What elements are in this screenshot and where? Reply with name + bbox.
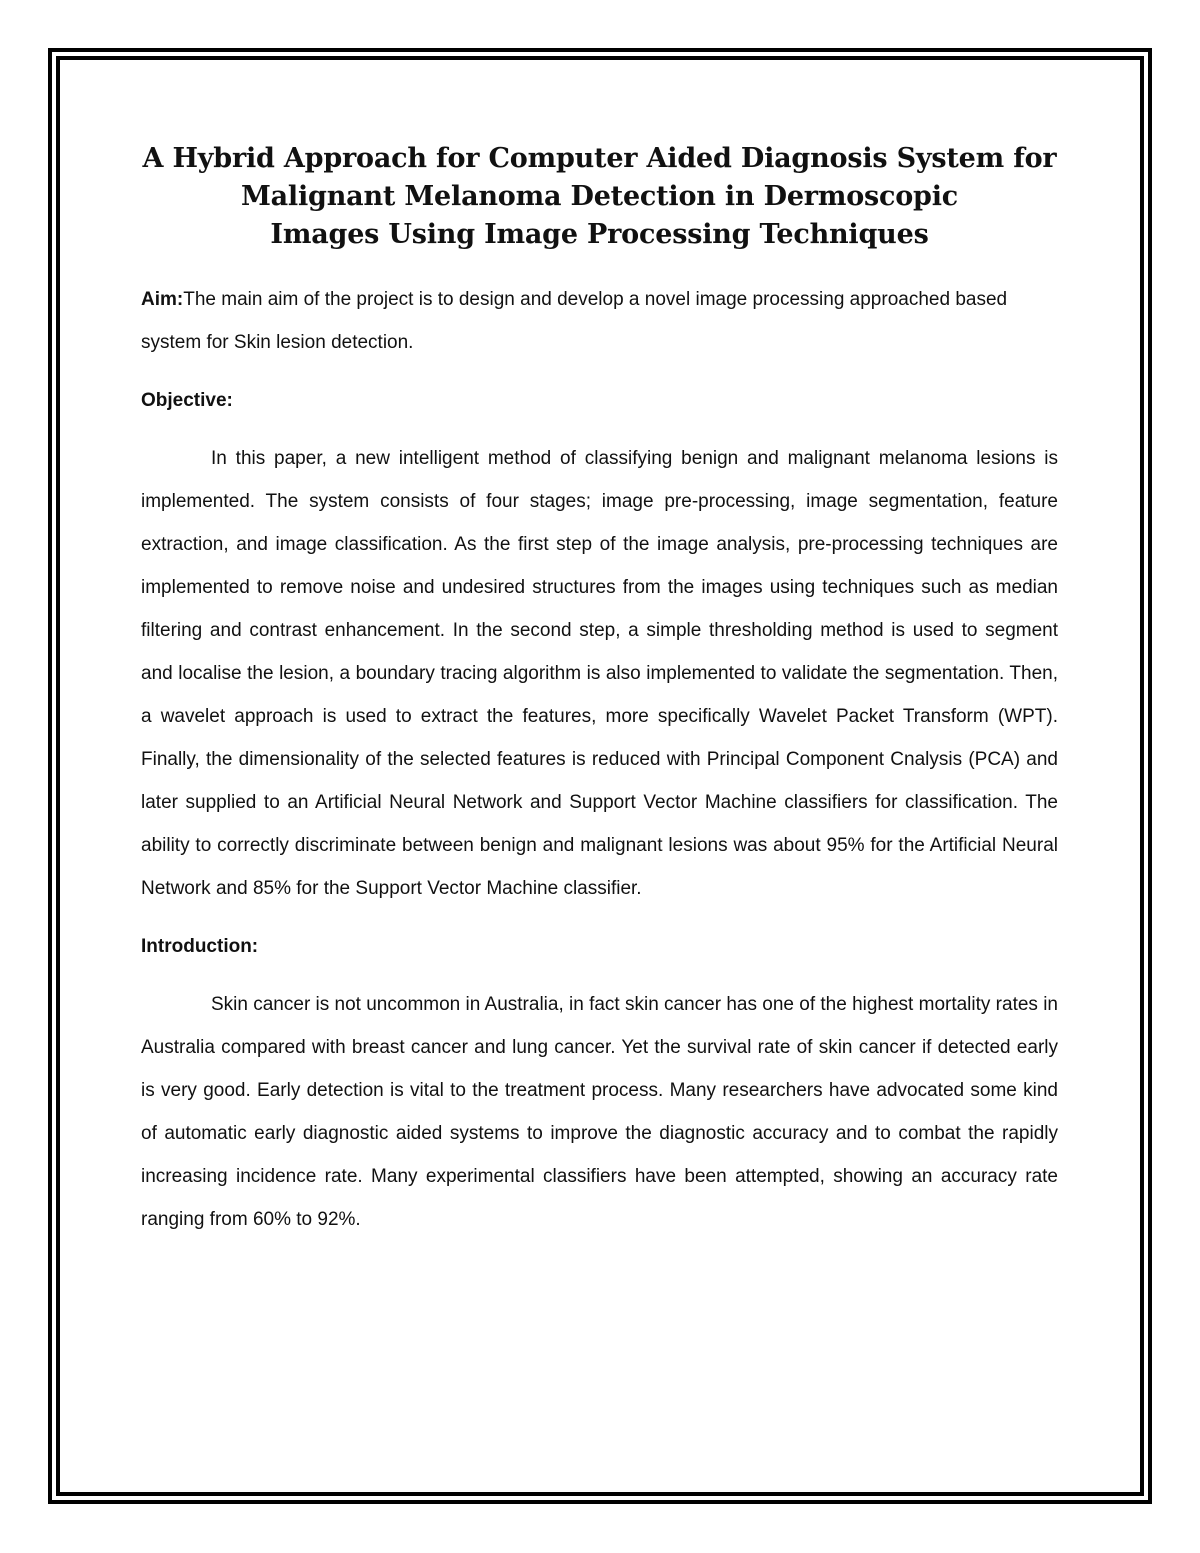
aim-label: Aim:	[141, 289, 184, 310]
aim-paragraph	[141, 278, 1058, 364]
title-line-3: Images Using Image Processing Techniques	[270, 219, 929, 250]
objective-heading: Objective:	[141, 390, 233, 411]
aim-text: The main aim of the project is to design and develop a novel image processing approached based system for Skin lesion detection.	[141, 289, 1008, 353]
objective-paragraph: In this paper, a new intelligent method of classifying benign and malignant melanoma lesions is implemented. The system consists of four stages; image pre-processing, image segmentation, feature extraction, and image classification. As the first step of the image analysis, pre-processing techniques are implemented to remove noise and undesired structures from the images using techniques such as median filtering and contrast enhancement. In the second step, a simple thresholding method is used to segment and localise the lesion, a boundary tracing algorithm is also implemented to validate the segmentation. Then, a wavelet approach is used to extract the features, more specifically Wavelet Packet Transform (WPT). Finally, the dimensionality of the selected features is reduced with Principal Component Cnalysis (PCA) and later supplied to an Artificial Neural Network and Support Vector Machine classifiers for classification. The ability to correctly discriminate between benign and malignant lesions was about 95% for the Artificial Neural Network and 85% for the Support Vector Machine classifier.	[141, 448, 1058, 899]
introduction-paragraph: Skin cancer is not uncommon in Australia, in fact skin cancer has one of the highest mortality rates in Australia compared with breast cancer and lung cancer. Yet the survival rate of skin cancer if detected early is very good. Early detection is vital to the treatment process. Many researchers have advocated some kind of automatic early diagnostic aided systems to improve the diagnostic accuracy and to combat the rapidly increasing incidence rate. Many experimental classifiers have been attempted, showing an accuracy rate ranging from 60% to 92%.	[141, 994, 1058, 1230]
document-title	[141, 140, 1058, 254]
title-line-2: Malignant Melanoma Detection in Dermoscopic	[240, 181, 959, 212]
title-line-1: A Hybrid Approach for Computer Aided Diagnosis System for	[142, 143, 1057, 174]
document-body	[141, 140, 1058, 1241]
introduction-heading: Introduction:	[141, 936, 259, 957]
